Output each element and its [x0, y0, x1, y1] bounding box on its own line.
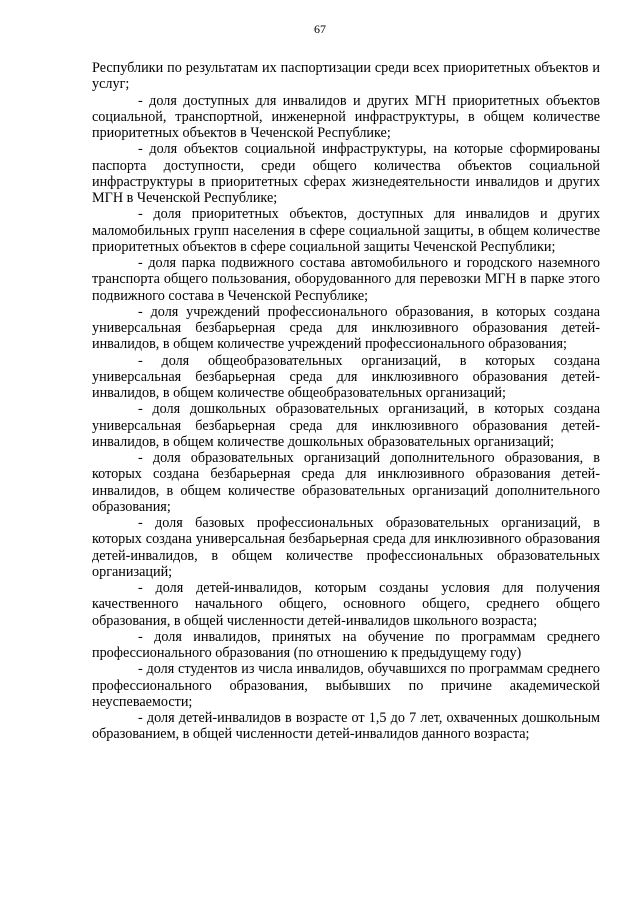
paragraph-12: - доля инвалидов, принятых на обучение по программам среднего профессионального образования (по отношению к предыдущему году) [92, 628, 600, 661]
paragraph-1: Республики по результатам их паспортизации среди всех приоритетных объектов и услуг; [92, 60, 600, 93]
paragraph-8: - доля дошкольных образовательных организаций, в которых создана универсальная безбарьерная среда для инклюзивного образования детей-инвалидов, в общем количестве дошкольных образовательных организаций; [92, 401, 600, 450]
paragraph-14: - доля детей-инвалидов в возрасте от 1,5 до 7 лет, охваченных дошкольным образованием, в общей численности детей-инвалидов данного возраста; [92, 710, 600, 743]
paragraph-3: - доля объектов социальной инфраструктуры, на которые сформированы паспорта доступности, среди общего количества объектов социальной инфраструктуры в приоритетных сферах жизнедеятельности инвалидов и других МГН в Чеченской Республике; [92, 141, 600, 206]
document-body [92, 60, 600, 743]
paragraph-9: - доля образовательных организаций дополнительного образования, в которых создана безбарьерная среда для инклюзивного образования детей-инвалидов, в общем количестве образовательных организаций дополнительного образования; [92, 450, 600, 515]
paragraph-2: - доля доступных для инвалидов и других МГН приоритетных объектов социальной, транспортной, инженерной инфраструктуры, в общем количестве приоритетных объектов в Чеченской Республике; [92, 92, 600, 141]
paragraph-5: - доля парка подвижного состава автомобильного и городского наземного транспорта общего пользования, оборудованного для перевозки МГН в парке этого подвижного состава в Чеченской Республике; [92, 255, 600, 304]
paragraph-4: - доля приоритетных объектов, доступных для инвалидов и других маломобильных групп населения в сфере социальной защиты, в общем количестве приоритетных объектов в сфере социальной защиты Чеченской Республики; [92, 206, 600, 255]
paragraph-6: - доля учреждений профессионального образования, в которых создана универсальная безбарьерная среда для инклюзивного образования детей-инвалидов, в общем количестве учреждений профессионального образования; [92, 303, 600, 353]
paragraph-13: - доля студентов из числа инвалидов, обучавшихся по программам среднего профессионального образования, выбывших по причине академической неуспеваемости; [92, 661, 600, 710]
paragraph-7: - доля общеобразовательных организаций, в которых создана универсальная безбарьерная среда для инклюзивного образования детей-инвалидов, в общем количестве общеобразовательных организаций; [92, 352, 600, 401]
paragraph-10: - доля базовых профессиональных образовательных организаций, в которых создана универсальная безбарьерная среда для инклюзивного образования детей-инвалидов, в общем количестве профессиональных образовательных организаций; [92, 515, 600, 580]
paragraph-11: - доля детей-инвалидов, которым созданы условия для получения качественного начального общего, основного общего, среднего общего образования, в общей численности детей-инвалидов школьного возраста; [92, 580, 600, 629]
page-number: 67 [314, 22, 326, 36]
